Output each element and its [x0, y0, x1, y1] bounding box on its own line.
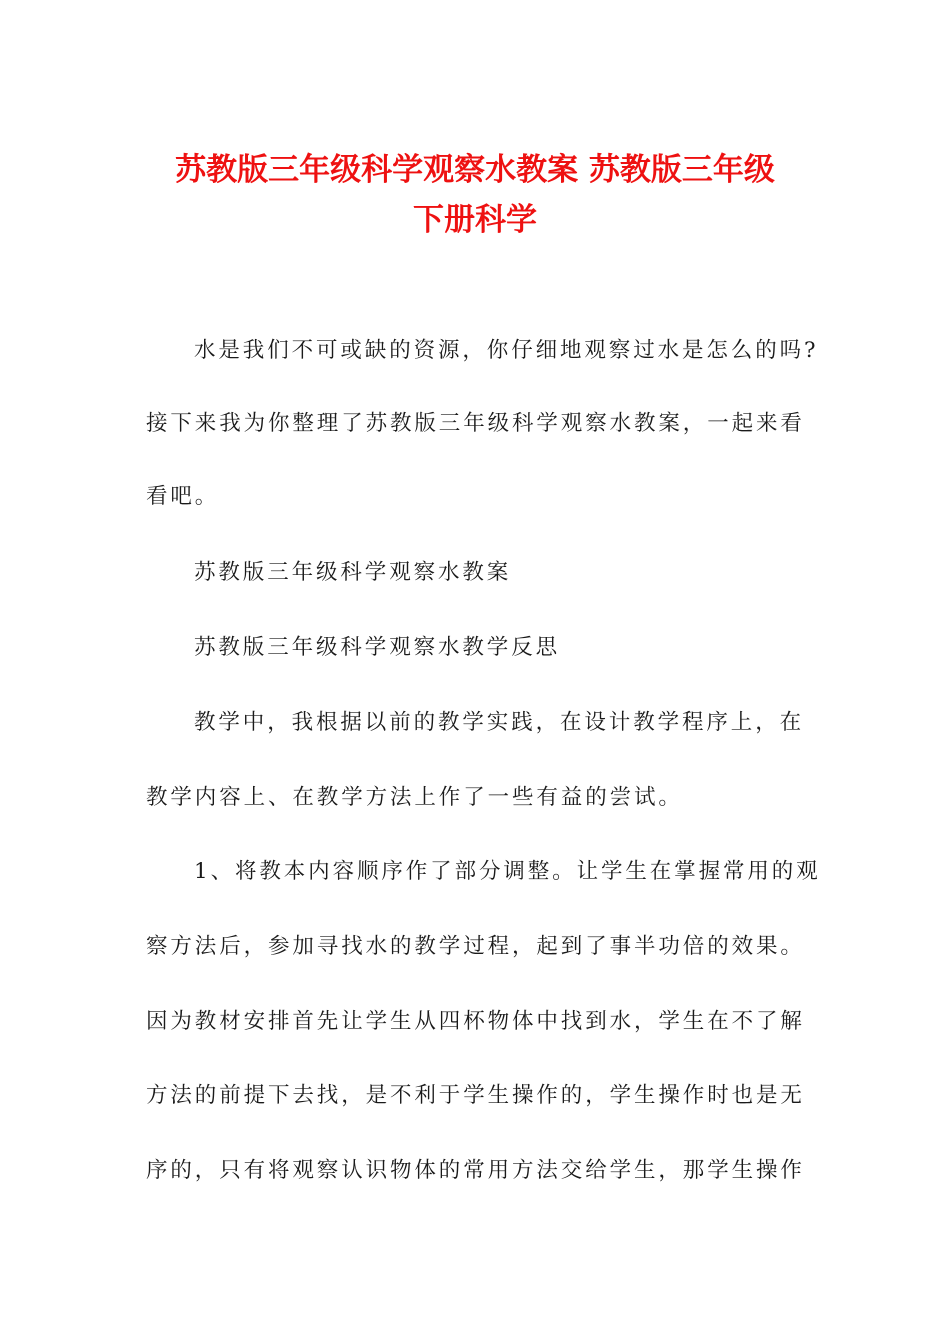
- paragraph-line: 教学内容上、在教学方法上作了一些有益的尝试。: [146, 785, 683, 810]
- paragraph-line: 方法的前提下去找，是不利于学生操作的，学生操作时也是无: [146, 1083, 805, 1108]
- document-title-line-1: 苏教版三年级科学观察水教案 苏教版三年级: [175, 152, 775, 188]
- paragraph-line: 苏教版三年级科学观察水教学反思: [194, 635, 561, 660]
- paragraph-line: 接下来我为你整理了苏教版三年级科学观察水教案，一起来看: [146, 411, 805, 436]
- paragraph-line: 苏教版三年级科学观察水教案: [194, 560, 512, 585]
- paragraph-line: 察方法后，参加寻找水的教学过程，起到了事半功倍的效果。: [146, 934, 805, 959]
- paragraph-line: 水是我们不可或缺的资源，你仔细地观察过水是怎么的吗?: [194, 338, 819, 363]
- paragraph-line: 因为教材安排首先让学生从四杯物体中找到水，学生在不了解: [146, 1009, 805, 1034]
- paragraph-line: 序的，只有将观察认识物体的常用方法交给学生，那学生操作: [146, 1158, 805, 1183]
- paragraph-line: 看吧。: [146, 484, 220, 509]
- document-title-line-2: 下册科学: [413, 202, 537, 238]
- paragraph-line: 教学中，我根据以前的教学实践，在设计教学程序上，在: [194, 710, 805, 735]
- paragraph-line: 1、将教本内容顺序作了部分调整。让学生在掌握常用的观: [194, 859, 821, 884]
